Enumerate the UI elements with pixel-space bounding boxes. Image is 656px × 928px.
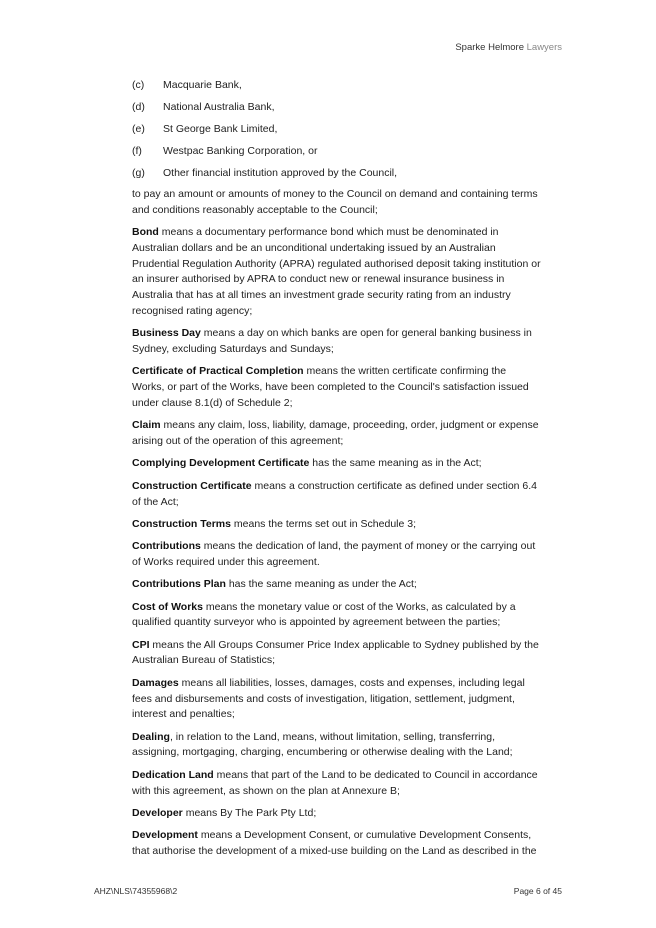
list-item-text: St George Bank Limited, bbox=[163, 123, 278, 135]
defined-term: Bond bbox=[132, 226, 159, 239]
firm-name: Sparke Helmore bbox=[455, 42, 524, 53]
definition-paragraph bbox=[132, 225, 564, 320]
definition-text: means the written certificate confirming the bbox=[303, 365, 507, 378]
defined-term: Contributions Plan bbox=[132, 578, 226, 591]
list-item bbox=[132, 166, 564, 180]
list-item-letter: (c) bbox=[132, 79, 145, 91]
definition-text: means all liabilities, losses, damages, costs and expenses, including legal bbox=[178, 676, 525, 689]
definition-text: Australia that has at all times an investment grade security rating from an industry bbox=[132, 289, 511, 302]
definition-text: fees and disbursements and costs of investigation, litigation, settlement, judgment, bbox=[132, 692, 515, 705]
definition-paragraph bbox=[132, 539, 564, 571]
defined-term: Claim bbox=[132, 419, 161, 432]
document-reference: AHZ\NLS\74355968\2 bbox=[94, 886, 178, 896]
definition-text: of the Act; bbox=[132, 495, 179, 508]
definition-text: assigning, mortgaging, charging, encumbering or otherwise dealing with the Land; bbox=[132, 746, 513, 759]
definition-text: means any claim, loss, liability, damage, proceeding, order, judgment or expense bbox=[160, 419, 539, 432]
institution-list bbox=[132, 78, 564, 180]
list-item-letter: (f) bbox=[132, 145, 142, 157]
definition-text: recognised rating agency; bbox=[132, 305, 253, 318]
defined-term: Dealing bbox=[132, 730, 170, 743]
definition-paragraph bbox=[132, 600, 564, 632]
definition-paragraph bbox=[132, 364, 564, 411]
definition-text: Australian dollars and be an unconditional undertaking issued by an Australian bbox=[132, 241, 496, 254]
firm-suffix: Lawyers bbox=[526, 42, 562, 53]
list-item-letter: (g) bbox=[132, 167, 145, 179]
definition-text: an insurer authorised by APRA to conduct new or renewal insurance business in bbox=[132, 273, 505, 286]
definition-text: means that part of the Land to be dedicated to Council in accordance bbox=[213, 768, 538, 781]
definition-text: with this agreement, as shown on the plan at Annexure B; bbox=[132, 784, 400, 797]
definition-text: has the same meaning as in the Act; bbox=[309, 457, 482, 470]
page-header bbox=[455, 42, 562, 53]
defined-term: Construction Certificate bbox=[132, 479, 252, 492]
definition-paragraph bbox=[132, 517, 564, 533]
definition-text: Works, or part of the Works, have been completed to the Council's satisfaction issued bbox=[132, 381, 529, 394]
document-body bbox=[132, 78, 564, 866]
definition-paragraph bbox=[132, 326, 564, 358]
definition-text: means the dedication of land, the payment of money or the carrying out bbox=[200, 540, 536, 553]
defined-term: CPI bbox=[132, 638, 150, 651]
definition-text: Sydney, excluding Saturdays and Sundays; bbox=[132, 343, 334, 356]
definitions-list bbox=[132, 225, 564, 860]
definition-text: means a documentary performance bond which must be denominated in bbox=[158, 226, 499, 239]
definition-paragraph bbox=[132, 828, 564, 860]
definition-text: has the same meaning as under the Act; bbox=[225, 578, 417, 591]
defined-term: Developer bbox=[132, 806, 183, 819]
definition-text: means the terms set out in Schedule 3; bbox=[230, 517, 417, 530]
definition-paragraph bbox=[132, 806, 564, 822]
definition-text: means the monetary value or cost of the Works, as calculated by a bbox=[202, 600, 516, 613]
list-item bbox=[132, 144, 564, 158]
list-item bbox=[132, 100, 564, 114]
page-number: Page 6 of 45 bbox=[513, 886, 562, 896]
definition-paragraph bbox=[132, 418, 564, 450]
defined-term: Cost of Works bbox=[132, 600, 203, 613]
list-item-text: National Australia Bank, bbox=[163, 101, 275, 113]
defined-term: Development bbox=[132, 829, 198, 842]
definition-text: means a Development Consent, or cumulative Development Consents, bbox=[197, 829, 532, 842]
list-item-text: Westpac Banking Corporation, or bbox=[163, 145, 318, 157]
definition-text: means a day on which banks are open for general banking business in bbox=[200, 327, 532, 340]
continuation-line: to pay an amount or amounts of money to the Council on demand and containing terms bbox=[132, 188, 538, 200]
definition-text: Prudential Regulation Authority (APRA) regulated authorised deposit taking institution or bbox=[132, 257, 541, 270]
defined-term: Damages bbox=[132, 676, 179, 689]
list-item-letter: (d) bbox=[132, 101, 145, 113]
list-item-text: Macquarie Bank, bbox=[163, 79, 242, 91]
definition-text: that authorise the development of a mixed-use building on the Land as described in the bbox=[132, 844, 537, 857]
list-item-letter: (e) bbox=[132, 123, 145, 135]
definition-text: arising out of the operation of this agreement; bbox=[132, 435, 344, 448]
defined-term: Dedication Land bbox=[132, 768, 214, 781]
defined-term: Complying Development Certificate bbox=[132, 457, 310, 470]
definition-paragraph bbox=[132, 577, 564, 593]
definition-paragraph bbox=[132, 456, 564, 472]
defined-term: Contributions bbox=[132, 540, 201, 553]
definition-text: Australian Bureau of Statistics; bbox=[132, 654, 275, 667]
definition-text: means the All Groups Consumer Price Index applicable to Sydney published by the bbox=[149, 638, 539, 651]
definition-text: under clause 8.1(d) of Schedule 2; bbox=[132, 397, 293, 410]
list-item-text: Other financial institution approved by the Council, bbox=[163, 167, 398, 179]
definition-text: interest and penalties; bbox=[132, 708, 235, 721]
defined-term: Construction Terms bbox=[132, 517, 231, 530]
definition-text: of Works required under this agreement. bbox=[132, 555, 320, 568]
definition-text: qualified quantity surveyor who is appointed by agreement between the parties; bbox=[132, 616, 501, 629]
definition-paragraph bbox=[132, 638, 564, 670]
definition-paragraph bbox=[132, 730, 564, 762]
definition-text: , in relation to the Land, means, without limitation, selling, transferring, bbox=[169, 730, 496, 743]
list-item bbox=[132, 78, 564, 92]
continuation-paragraph bbox=[132, 187, 564, 219]
defined-term: Business Day bbox=[132, 327, 201, 340]
continuation-line: and conditions reasonably acceptable to the Council; bbox=[132, 203, 378, 216]
definition-paragraph bbox=[132, 768, 564, 800]
definition-text: means By The Park Pty Ltd; bbox=[182, 806, 317, 819]
list-item bbox=[132, 122, 564, 136]
definition-paragraph bbox=[132, 676, 564, 723]
definition-text: means a construction certificate as defined under section 6.4 bbox=[251, 479, 538, 492]
definition-paragraph bbox=[132, 479, 564, 511]
defined-term: Certificate of Practical Completion bbox=[132, 365, 304, 378]
